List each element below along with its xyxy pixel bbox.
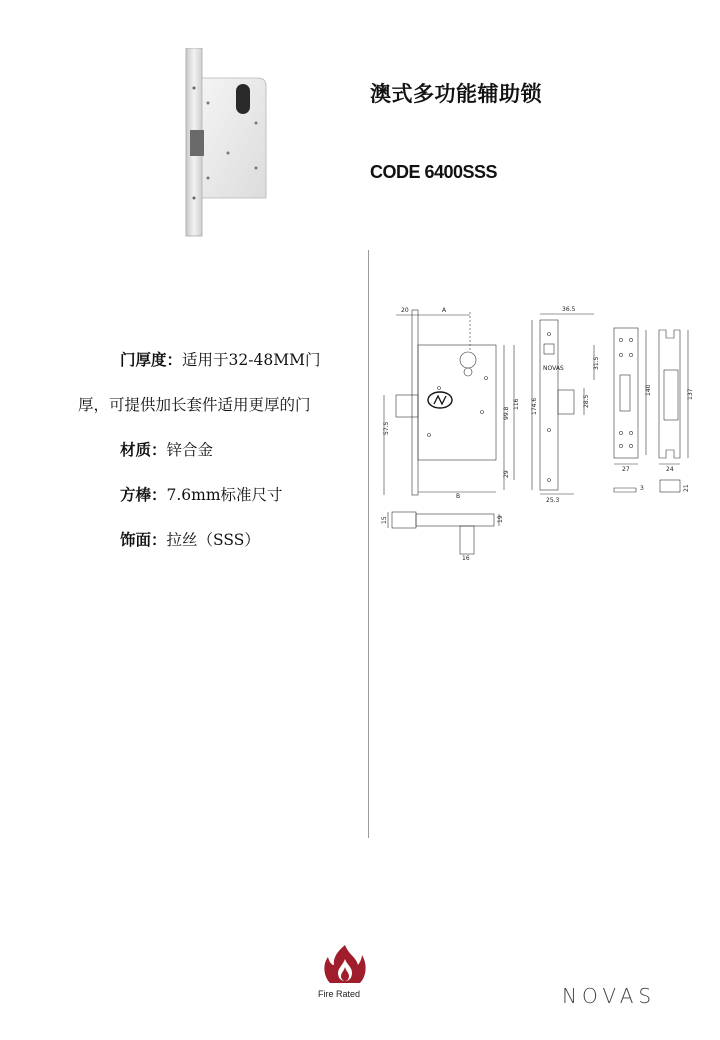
dim-20: 20 (401, 307, 409, 314)
box-keeper (659, 330, 680, 458)
spec-material-value: 锌合金 (166, 441, 214, 459)
spec-material (120, 438, 213, 460)
dim-19: 19 (497, 515, 504, 523)
dim-137: 137 (687, 388, 694, 400)
strike-plate-opening (620, 375, 630, 411)
bottom-handle-base (392, 512, 416, 528)
dim-57-5: 57.5 (383, 421, 390, 435)
spec-door-thickness-value: 适用于32-48MM门 (182, 351, 321, 369)
dim-3: 3 (640, 485, 644, 492)
fire-rated-label: Fire Rated (318, 989, 361, 999)
dim-31-5: 31.5 (593, 356, 600, 370)
spec-door-thickness (120, 348, 320, 370)
novas-n-icon (434, 396, 446, 404)
side-novas-label: NOVAS (543, 365, 564, 372)
dim-15: 15 (381, 516, 388, 524)
spec-finish-value: 拉丝（SSS） (166, 531, 260, 549)
dim-27: 27 (622, 466, 630, 473)
side-latch (558, 390, 574, 414)
brand-logo: NOVAS (562, 984, 657, 1008)
front-faceplate (412, 310, 418, 495)
cylinder-hole (460, 352, 476, 368)
spec-door-thickness-label: 门厚度： (120, 350, 183, 369)
spec-finish (120, 528, 260, 550)
dim-174-6: 174.6 (531, 397, 538, 415)
dim-28-5: 28.5 (583, 394, 590, 408)
spec-spindle-label: 方棒： (120, 485, 167, 504)
spindle-hole (464, 368, 472, 376)
product-title: 澳式多功能辅助锁 (370, 81, 542, 106)
product-code: CODE 6400SSS (370, 162, 498, 182)
dim-36-5: 36.5 (562, 306, 576, 313)
dim-140: 140 (645, 384, 652, 396)
dim-29: 29 (503, 470, 510, 478)
bottom-handle-shaft (416, 514, 494, 526)
vertical-divider (368, 250, 369, 838)
spec-door-thickness-cont: 厚，可提供加长套件适用更厚的门 (78, 396, 311, 414)
dim-16: 16 (462, 555, 470, 562)
strike-plate (614, 328, 638, 458)
front-latch (396, 395, 418, 417)
dim-b: B (456, 493, 461, 500)
dim-a: A (442, 307, 447, 314)
spec-material-label: 材质： (120, 440, 167, 459)
product-photo (178, 48, 270, 238)
bottom-spindle (460, 526, 474, 554)
spec-finish-label: 饰面： (120, 530, 167, 549)
spec-spindle-value: 7.6mm标准尺寸 (166, 486, 283, 504)
dim-116: 116 (513, 398, 520, 410)
dim-21: 21 (683, 484, 690, 492)
dim-25-3: 25.3 (546, 497, 560, 504)
dim-24: 24 (666, 466, 674, 473)
front-lock-body (418, 345, 496, 460)
dim-99-8: 99.8 (503, 406, 510, 420)
side-faceplate (540, 320, 558, 490)
spec-spindle (120, 483, 283, 505)
technical-drawing (374, 300, 704, 570)
